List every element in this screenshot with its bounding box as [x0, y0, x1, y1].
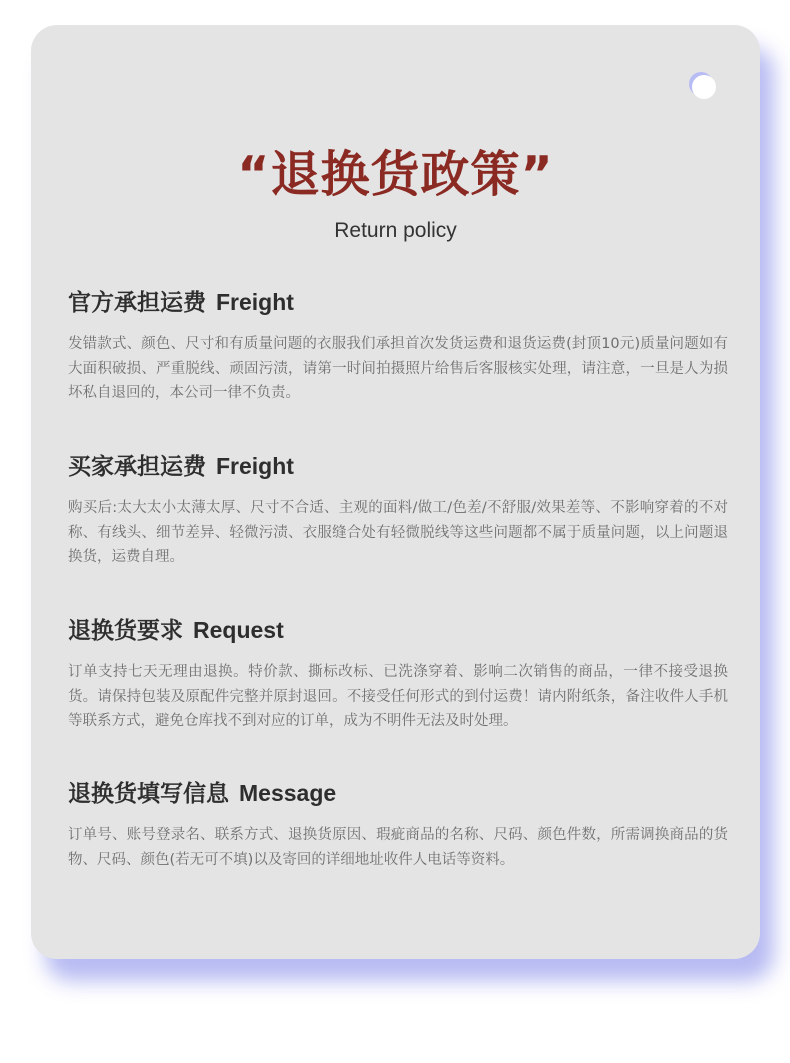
page-subtitle: Return policy [334, 219, 457, 242]
heading-cn: 买家承担运费 [68, 454, 206, 480]
heading-en: Message [239, 780, 337, 806]
section-body: 发错款式、颜色、尺寸和有质量问题的衣服我们承担首次发货运费和退货运费(封顶10元)质量问题如有大面积破损、严重脱线、顽固污渍，请第一时间拍摄照片给售后客服核实处理，请注意，一旦是人为损坏私自退回的，本公司一律不负责。 [68, 336, 728, 401]
page-title: “退换货政策” [237, 146, 554, 203]
heading-cn: 退换货填写信息 [68, 781, 229, 807]
section-heading [68, 778, 728, 809]
heading-en: Freight [216, 453, 294, 479]
policy-card [31, 25, 760, 959]
section-heading [68, 615, 728, 646]
section-buyer-freight [68, 451, 728, 570]
section-heading [68, 287, 728, 318]
section-body: 订单支持七天无理由退换。特价款、撕标改标、已洗涤穿着、影响二次销售的商品，一律不接受退换货。请保持包装及原配件完整并原封退回。不接受任何形式的到付运费！请内附纸条，备注收件人手机等联系方式，避免仓库找不到对应的订单，成为不明件无法及时处理。 [68, 664, 728, 729]
section-official-freight [68, 287, 728, 406]
section-heading [68, 451, 728, 482]
heading-cn: 官方承担运费 [68, 290, 206, 316]
heading-en: Freight [216, 289, 294, 315]
heading-cn: 退换货要求 [68, 618, 183, 644]
section-body: 购买后:太大太小太薄太厚、尺寸不合适、主观的面料/做工/色差/不舒服/效果差等、不影响穿着的不对称、有线头、细节差异、轻微污渍、衣服缝合处有轻微脱线等这些问题都不属于质量问题，以上问题退换货，运费自理。 [68, 500, 728, 565]
section-return-message [68, 778, 728, 872]
heading-en: Request [193, 617, 284, 643]
tag-hole [692, 75, 716, 99]
section-return-request [68, 615, 728, 734]
section-body: 订单号、账号登录名、联系方式、退换货原因、瑕疵商品的名称、尺码、颜色件数，所需调换商品的货物、尺码、颜色(若无可不填)以及寄回的详细地址收件人电话等资料。 [68, 827, 728, 868]
